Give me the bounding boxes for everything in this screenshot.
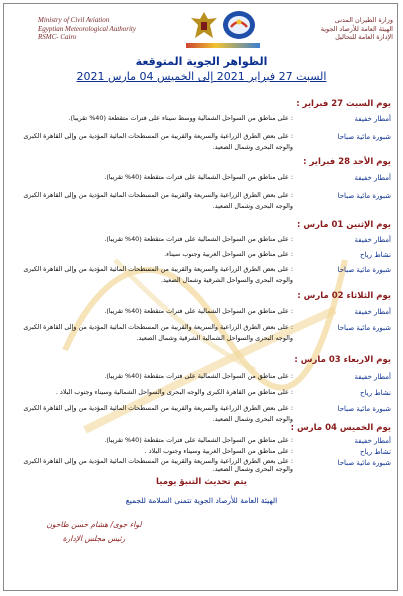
update-note: يتم تحديث التنبؤ يوميا xyxy=(156,477,247,487)
desc-morning-fog: : على بعض الطرق الزراعية والسريعة والقريبة من المسطحات المائية المؤدية من وإلى القاهرة الكبرى والوجه البحرى والسواحل الشرقية وشمال الصعيد. xyxy=(23,265,293,284)
desc-light-rain: : على مناطق من السواحل الشمالية على فترات متقطعة (40% تقريبا). xyxy=(104,235,293,243)
day-title-wednesday: يوم الاربعاء 03 مارس : xyxy=(294,355,391,365)
desc-light-rain: : على مناطق من السواحل الشمالية على فترات متقطعة (40% تقريبا). xyxy=(104,372,293,380)
page-title: الظواهر الجوية المتوقعة xyxy=(135,55,268,68)
desc-light-rain: : على مناطق من السواحل الشمالية على فترات متقطعة (40% تقريبا). xyxy=(104,436,293,444)
desc-morning-fog: : على بعض الطرق الزراعية والسريعة والقريبة من المسطحات المائية المؤدية من وإلى القاهرة الكبرى والوجه البحرى وشمال الصعيد. xyxy=(23,191,293,210)
label-wind-activity: نشاط رياح xyxy=(359,448,391,456)
label-light-rain: أمطار خفيفة xyxy=(354,236,391,244)
label-morning-fog: شبورة مائية صباحا xyxy=(337,133,391,141)
header-en-line-2: Egyptian Meteorological Authority xyxy=(38,24,136,33)
signature-role: رئيس مجلس الإدارة xyxy=(62,534,126,543)
label-light-rain: أمطار خفيفة xyxy=(354,437,391,445)
label-light-rain: أمطار خفيفة xyxy=(354,308,391,316)
header-ar-line-1: وزارة الطيران المدنى xyxy=(334,16,393,24)
label-morning-fog: شبورة مائية صباحا xyxy=(337,324,391,332)
label-wind-activity: نشاط رياح xyxy=(359,389,391,397)
desc-morning-fog: : على بعض الطرق الزراعية والسريعة والقريبة من المسطحات المائية المؤدية من وإلى القاهرة الكبرى والوجه البحرى وشمال الصعيد. xyxy=(23,457,293,473)
header-english xyxy=(38,16,188,42)
signature-name: لواء جوى/ هشام حسن طاحون xyxy=(46,520,142,529)
header-ar-line-2: الهيئة العامة للأرصاد الجوية xyxy=(320,24,393,33)
label-morning-fog: شبورة مائية صباحا xyxy=(337,459,391,467)
label-morning-fog: شبورة مائية صباحا xyxy=(337,266,391,274)
closing-message: الهيئة العامة للأرصاد الجوية تتمنى السلامة للجميع xyxy=(125,496,278,505)
desc-morning-fog: : على بعض الطرق الزراعية والسريعة والقريبة من المسطحات المائية المؤدية من وإلى القاهرة الكبرى والوجه البحرى وشمال الصعيد. xyxy=(23,404,293,423)
desc-light-rain: : على مناطق من السواحل الشمالية على فترات متقطعة (40% تقريبا). xyxy=(104,173,293,181)
desc-morning-fog: : على بعض الطرق الزراعية والسريعة والقريبة من المسطحات المائية المؤدية من وإلى القاهرة الكبرى والوجه البحرى وشمال الصعيد. xyxy=(23,132,293,151)
desc-wind-activity: : على مناطق من السواحل الغربية وسيناء وجنوب البلاد . xyxy=(144,447,293,455)
label-morning-fog: شبورة مائية صباحا xyxy=(337,405,391,413)
label-morning-fog: شبورة مائية صباحا xyxy=(337,192,391,200)
day-title-thursday: يوم الخميس 04 مارس : xyxy=(290,423,391,433)
header-ar-line-3: الإدارة العامة للتحاليل xyxy=(335,33,393,41)
desc-light-rain: : على مناطق من السواحل الشمالية ووسط سيناء على فترات متقطعة (40% تقريبا). xyxy=(68,114,293,122)
day-title-saturday: يوم السبت 27 فبراير : xyxy=(296,99,391,109)
label-light-rain: أمطار خفيفة xyxy=(354,373,391,381)
label-light-rain: أمطار خفيفة xyxy=(354,174,391,182)
day-title-monday: يوم الإثنين 01 مارس : xyxy=(297,220,391,230)
header-en-line-1: Ministry of Civil Aviation xyxy=(38,16,110,24)
desc-morning-fog: : على بعض الطرق الزراعية والسريعة والقريبة من المسطحات المائية المؤدية من وإلى القاهرة الكبرى والوجه البحرى والسواحل الشمالية الشرقية وشمال الصعيد. xyxy=(23,323,293,342)
desc-wind-activity: : على مناطق من القاهرة الكبرى والوجه البحرى والسواحل الشمالية وسيناء وجنوب البلاد . xyxy=(55,388,293,396)
date-range-subtitle: السبت 27 فبراير 2021 إلى الخميس 04 مارس 2021 xyxy=(76,70,327,83)
header-arabic xyxy=(243,16,393,42)
logo-color-strip xyxy=(186,43,260,48)
desc-wind-activity: : على مناطق من السواحل الغربية وجنوب سيناء. xyxy=(164,250,293,258)
day-title-tuesday: يوم الثلاثاء 02 مارس : xyxy=(297,291,391,301)
header-en-line-3: RSMC- Cairo xyxy=(38,33,77,41)
label-wind-activity: نشاط رياح xyxy=(359,251,391,259)
label-light-rain: أمطار خفيفة xyxy=(354,115,391,123)
eagle-emblem-icon xyxy=(190,10,218,42)
desc-light-rain: : على مناطق من السواحل الشمالية على فترات متقطعة (40% تقريبا). xyxy=(104,307,293,315)
day-title-sunday: يوم الأحد 28 فبراير : xyxy=(303,157,391,167)
